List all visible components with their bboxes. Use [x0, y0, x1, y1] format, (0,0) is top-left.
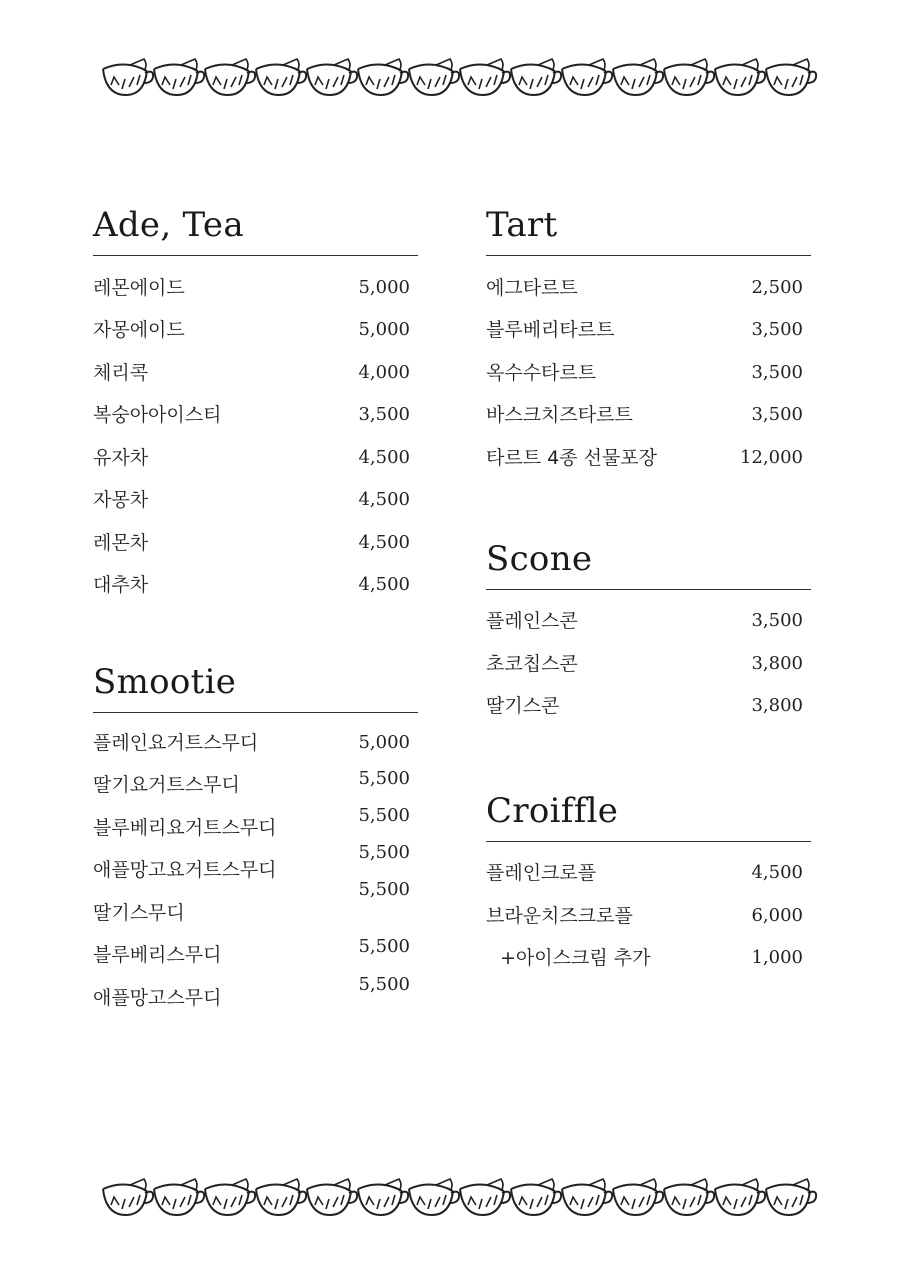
top-border-decoration: [100, 53, 825, 99]
menu-item: [93, 530, 410, 556]
section-title: Scone: [486, 539, 593, 579]
menu-item: [93, 487, 410, 513]
item-name: 애플망고스무디: [93, 987, 222, 1009]
item-price: 3,800: [751, 653, 803, 674]
menu-item: [93, 768, 410, 798]
section-title: Croiffle: [486, 791, 619, 831]
item-name: 옥수수타르트: [486, 362, 597, 384]
item-price: 4,500: [358, 532, 410, 553]
bottom-border-decoration: [100, 1173, 825, 1219]
item-name: 에그타르트: [486, 277, 578, 299]
menu-item: [486, 608, 803, 634]
item-name: 바스크치즈타르트: [486, 404, 633, 426]
item-price: 4,500: [358, 489, 410, 510]
item-price: 5,500: [358, 879, 410, 900]
section-ade-tea: [93, 205, 418, 605]
item-name: 레몬에이드: [93, 277, 185, 299]
menu-item: [93, 572, 410, 598]
section-divider: [93, 255, 418, 256]
section-title: Tart: [486, 205, 558, 245]
section-divider: [486, 589, 811, 590]
item-price: 12,000: [740, 447, 803, 468]
item-name: 블루베리타르트: [486, 319, 615, 341]
item-price: 5,500: [358, 805, 410, 826]
menu-item: [486, 903, 803, 929]
item-price: 3,800: [751, 695, 803, 716]
item-price: 3,500: [751, 362, 803, 383]
item-price: 4,500: [751, 862, 803, 883]
item-price: 4,500: [358, 574, 410, 595]
item-price: 5,000: [358, 732, 410, 753]
item-name: 블루베리요거트스무디: [93, 817, 277, 839]
item-price: 4,500: [358, 447, 410, 468]
menu-item: [486, 945, 803, 971]
item-name: 플레인요거트스무디: [93, 732, 259, 754]
menu-item: [486, 402, 803, 428]
section-title: Smootie: [93, 662, 237, 702]
lemon-teacup-icon: [100, 53, 825, 99]
menu-item: [486, 317, 803, 343]
item-name: 체리콕: [93, 362, 149, 384]
item-name: 대추차: [93, 574, 149, 596]
item-name: 블루베리스무디: [93, 944, 222, 966]
menu-item: [93, 936, 410, 968]
item-name: 초코칩스콘: [486, 653, 578, 675]
item-name: +아이스크림 추가: [500, 947, 651, 969]
menu-item: [486, 651, 803, 677]
lemon-teacup-icon: [100, 1173, 825, 1219]
menu-item: [93, 275, 410, 301]
menu-item: [93, 402, 410, 428]
menu-item: [93, 317, 410, 343]
item-price: 2,500: [751, 277, 803, 298]
item-name: 딸기요거트스무디: [93, 774, 240, 796]
item-price: 5,500: [358, 768, 410, 789]
item-price: 5,500: [358, 936, 410, 957]
item-price: 6,000: [751, 905, 803, 926]
item-price: 5,500: [358, 974, 410, 995]
menu-item: [93, 360, 410, 386]
section-divider: [486, 841, 811, 842]
item-name: 딸기스콘: [486, 695, 560, 717]
item-price: 1,000: [751, 947, 803, 968]
menu-item: [93, 879, 410, 926]
menu-item: [93, 730, 410, 756]
item-name: 자몽에이드: [93, 319, 185, 341]
item-name: 딸기스무디: [93, 902, 185, 924]
section-title: Ade, Tea: [93, 205, 244, 245]
item-name: 유자차: [93, 447, 149, 469]
item-price: 5,000: [358, 277, 410, 298]
menu-item: [93, 445, 410, 471]
menu-item: [486, 275, 803, 301]
section-croiffle: [486, 791, 811, 991]
item-name: 애플망고요거트스무디: [93, 859, 277, 881]
menu-item: [93, 805, 410, 841]
item-name: 플레인스콘: [486, 610, 578, 632]
item-name: 레몬차: [93, 532, 149, 554]
item-name: 브라운치즈크로플: [486, 905, 633, 927]
menu-item: [486, 360, 803, 386]
item-name: 복숭아아이스티: [93, 404, 222, 426]
item-price: 3,500: [751, 319, 803, 340]
section-divider: [93, 712, 418, 713]
item-price: 5,000: [358, 319, 410, 340]
section-scone: [486, 539, 811, 739]
item-name: 자몽차: [93, 489, 149, 511]
section-divider: [486, 255, 811, 256]
menu-item: [486, 693, 803, 719]
menu-item: [486, 860, 803, 886]
item-price: 3,500: [751, 404, 803, 425]
item-price: 3,500: [358, 404, 410, 425]
item-name: 타르트 4종 선물포장: [486, 447, 657, 469]
item-name: 플레인크로플: [486, 862, 597, 884]
section-smoothie: [93, 662, 418, 1022]
menu-item: [486, 445, 803, 471]
menu-item: [93, 974, 410, 1011]
item-price: 4,000: [358, 362, 410, 383]
item-price: 5,500: [358, 842, 410, 863]
section-tart: [486, 205, 811, 485]
item-price: 3,500: [751, 610, 803, 631]
